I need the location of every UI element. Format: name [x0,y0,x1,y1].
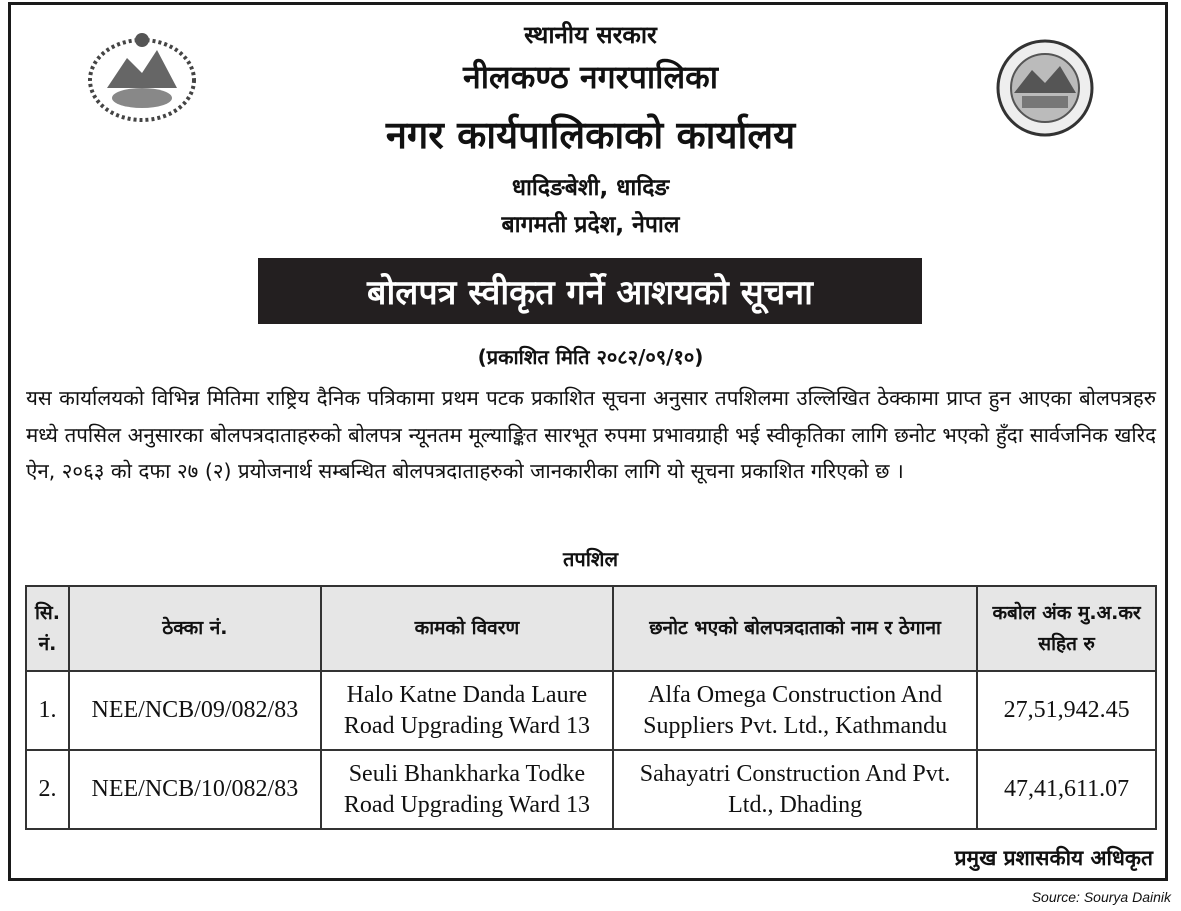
bid-amount: 27,51,942.45 [977,671,1156,750]
serial: 2. [26,750,69,829]
serial: 1. [26,671,69,750]
address-line-2: बागमती प्रदेश, नेपाल [501,212,680,238]
header-bidder: छनोट भएको बोलपत्रदाताको नाम र ठेगाना [613,586,977,671]
header-bid-amount: कबोल अंक मु.अ.कर सहित रु [977,586,1156,671]
contract-no: NEE/NCB/10/082/83 [69,750,321,829]
signature: प्रमुख प्रशासकीय अधिकृत [954,846,1153,870]
published-date: (प्रकाशित मिति २०८२/०९/१०) [477,345,704,369]
municipality-name: नीलकण्ठ नगरपालिका [462,58,719,96]
local-government-label: स्थानीय सरकार [524,21,657,49]
contract-no: NEE/NCB/09/082/83 [69,671,321,750]
work-description: Halo Katne Danda Laure Road Upgrading Ward 13 [321,671,613,750]
office-name: नगर कार्यपालिकाको कार्यालय [385,113,796,157]
bid-amount: 47,41,611.07 [977,750,1156,829]
bidder: Sahayatri Construction And Pvt. Ltd., Dhading [613,750,977,829]
bidder: Alfa Omega Construction And Suppliers Pvt. Ltd., Kathmandu [613,671,977,750]
header-contract-no: ठेक्का नं. [69,586,321,671]
work-description: Seuli Bhankharka Todke Road Upgrading Ward 13 [321,750,613,829]
table-row [26,671,1156,750]
source-credit: Source: Sourya Dainik [1031,889,1171,905]
table-header-row [26,586,1156,671]
bid-table [25,585,1157,830]
table-caption: तपशिल [562,547,619,571]
address-line-1: धादिङबेशी, धादिङ [511,175,670,201]
notice-title: बोलपत्र स्वीकृत गर्ने आशयको सूचना [258,258,922,324]
header-work-description: कामको विवरण [321,586,613,671]
notice-body: यस कार्यालयको विभिन्न मितिमा राष्ट्रिय दैनिक पत्रिकामा प्रथम पटक प्रकाशित सूचना अनुसार तपशिलमा उल्लिखित ठेक्कामा प्राप्त हुन आएका बोलपत्रहरु मध्ये तपसिल अनुसारका बोलपत्रदाताहरुको बोलपत्र न्यूनतम मूल्याङ्कित सारभूत रुपमा प्रभावग्राही भई स्वीकृतिका लागि छनोट भएको हुँदा सार्वजनिक खरिद ऐन, २०६३ को दफा २७ (२) प्रयोजनार्थ सम्बन्धित बोलपत्रदाताहरुको जानकारीका लागि यो सूचना प्रकाशित गरिएको छ । [26,386,1156,483]
header-serial: सि. नं. [26,586,69,671]
table-row [26,750,1156,829]
